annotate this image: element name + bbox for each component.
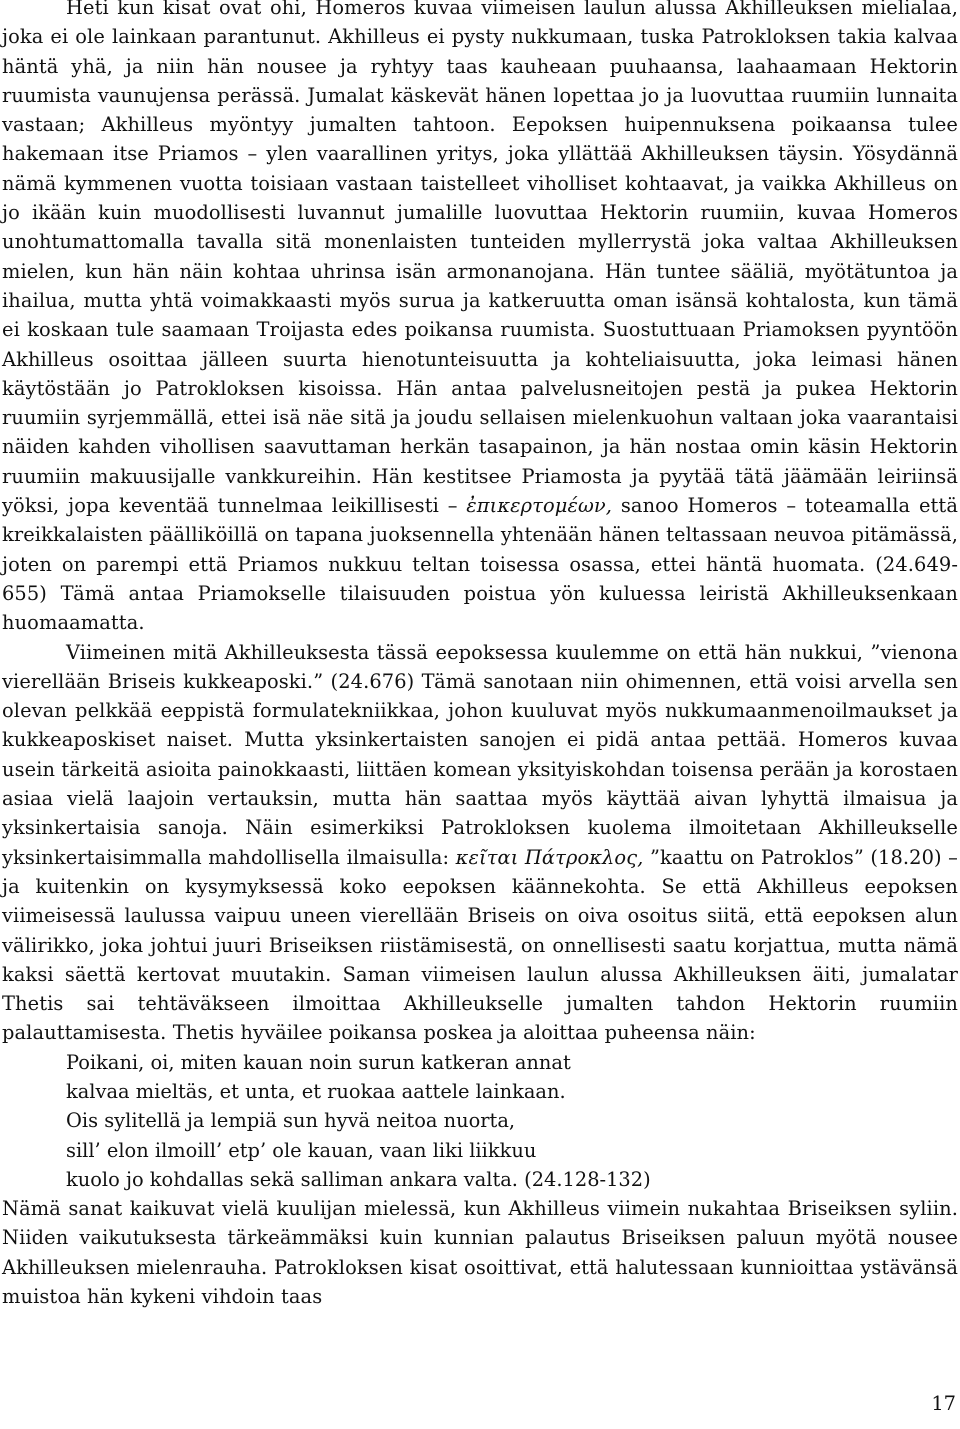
paragraph-text: sanoo Homeros – toteamalla että kreikkalaisten päälliköillä on tapana juoksennella yhtenään hänen teltassaan neuvoa pitämässä, joten on parempi että Priamos nukkuu teltan toisessa osassa, ettei häntä huomata. (24.649-655) Tämä antaa Priamokselle tilaisuuden poistua yön kuluessa leiristä Akhilleuksenkaan huomaamatta.	[2, 494, 958, 635]
verse-line: kalvaa mieltäs, et unta, et ruokaa aattele lainkaan.	[66, 1079, 566, 1103]
paragraph-text: Heti kun kisat ovat ohi, Homeros kuvaa viimeisen laulun alussa Akhilleuksen mielialaa, joka ei ole lainkaan parantunut. Akhilleus ei pysty nukkumaan, tuska Patrokloksen takia kalvaa häntä yhä, ja niin hän nousee ja ryhtyy taas kauheaan puuhaansa, laahaamaan Hektorin ruumista vaunujensa perässä. Jumalat käskevät hänen lopettaa jo ja luovuttaa ruumiin lunnaita vastaan; Akhilleus myöntyy jumalten tahtoon. Eepoksen huipennuksena poikaansa tulee hakemaan itse Priamos – ylen vaarallinen yritys, joka yllättää Akhilleuksen täysin. Yösydännä nämä kymmenen vuotta toisiaan vastaan taistelleet viholliset kohtaavat, ja vaikka Akhilleus on jo ikään kuin muodollisesti luvannut jumalille luovuttaa Hektorin ruumiin, kuvaa Homeros unohtumattomalla tavalla sitä monenlaisten tunteiden myllerrystä joka valtaa Akhilleuksen mielen, kun hän näin kohtaa uhrinsa isän armonanojana. Hän tuntee sääliä, myötätuntoa ja ihailua, mutta yhtä voimakkaasti myös surua ja katkeruutta oman isänsä kohtalosta, kun tämä ei koskaan tule saamaan Troijasta edes poikansa ruumista. Suostuttuaan Priamoksen pyyntöön Akhilleus osoittaa jälleen suurta hienotunteisuutta ja kohteliaisuutta, joka leimasi hänen käytöstään jo Patrokloksen kisoissa. Hän antaa palvelusneitojen pestä ja pukea Hektorin ruumiin syrjemmällä, ettei isä näe sitä ja joudu sellaisen mielenkuohun valtaan joka vaarantaisi näiden kahden vihollisen saavuttaman herkän tasapainon, ja hän nostaa omin käsin Hektorin ruumiin makuusijalle vankkureihin. Hän kestitsee Priamosta ja pyytää tätä jäämään leiriinsä yöksi, jopa keventää tunnelmaa leikillisesti –	[2, 0, 958, 518]
body-paragraph	[2, 0, 958, 638]
paragraph-text: Viimeinen mitä Akhilleuksesta tässä eepoksessa kuulemme on että hän nukkui, ”vienona vierellään Briseis kukkeaposki.” (24.676) Tämä sanotaan niin ohimennen, että voisi arvella sen olevan pelkkää eeppistä formulatekniikkaa, johon kuuluvat myös nukkumaanmenoilmaukset ja kukkeaposkiset naiset. Mutta yksinkertaisten sanojen ei pidä antaa pettää. Homeros kuvaa usein tärkeitä asioita painokkaasti, liittäen komean yksityiskohdan toisensa perään ja korostaen asiaa vielä laajoin vertauksin, mutta hän saattaa myös käyttää aivan lyhyttä ilmaisua ja yksinkertaisia sanoja. Näin esimerkiksi Patrokloksen kuolema ilmoitetaan Akhilleukselle yksinkertaisimmalla mahdollisella ilmaisulla:	[2, 640, 958, 869]
closing-paragraph: Nämä sanat kaikuvat vielä kuulijan mielessä, kun Akhilleus viimein nukahtaa Briseiksen syliin. Niiden vaikutuksesta tärkeämmäksi kuin kunnian palautus Briseiksen paluun myötä nousee Akhilleuksen mielenrauha. Patrokloksen kisat osoittivat, että halutessaan kunnioittaa ystävänsä muistoa hän kykeni vihdoin taas	[2, 1197, 958, 1309]
greek-word: ἐπικερτομέων,	[466, 494, 613, 518]
greek-phrase: κεῖται Πάτροκλος,	[455, 845, 644, 869]
verse-line: Poikani, oi, miten kauan noin surun katkeran annat	[66, 1050, 571, 1074]
body-paragraph	[2, 638, 958, 1048]
verse-line: Ois sylitellä ja lempiä sun hyvä neitoa nuorta,	[66, 1109, 516, 1133]
verse-line: kuolo jo kohdallas sekä salliman ankara valta. (24.128-132)	[66, 1167, 651, 1191]
verse-line: sill’ elon ilmoill’ etp’ ole kauan, vaan liki liikkuu	[66, 1138, 537, 1162]
paragraph-text: ”kaattu on Patroklos” (18.20) – ja kuitenkin on kysymyksessä koko eepoksen käännekohta. Se että Akhilleus eepoksen viimeisessä laulussa vaipuu uneen vierellään Briseis on oiva osoitus siitä, että eepoksen alun välirikko, joka johtui juuri Briseiksen riistämisestä, on onnellisesti saatu korjattua, mutta nämä kaksi säettä kertovat muutakin. Saman viimeisen laulun alussa Akhilleuksen äiti, jumalatar Thetis sai tehtäväkseen ilmoittaa Akhilleukselle jumalten tahdon Hektorin ruumiin palauttamisesta. Thetis hyväilee poikansa poskea ja aloittaa puheensa näin:	[2, 845, 958, 1045]
page-number: 17	[931, 1392, 956, 1415]
verse-quote	[66, 1048, 958, 1194]
